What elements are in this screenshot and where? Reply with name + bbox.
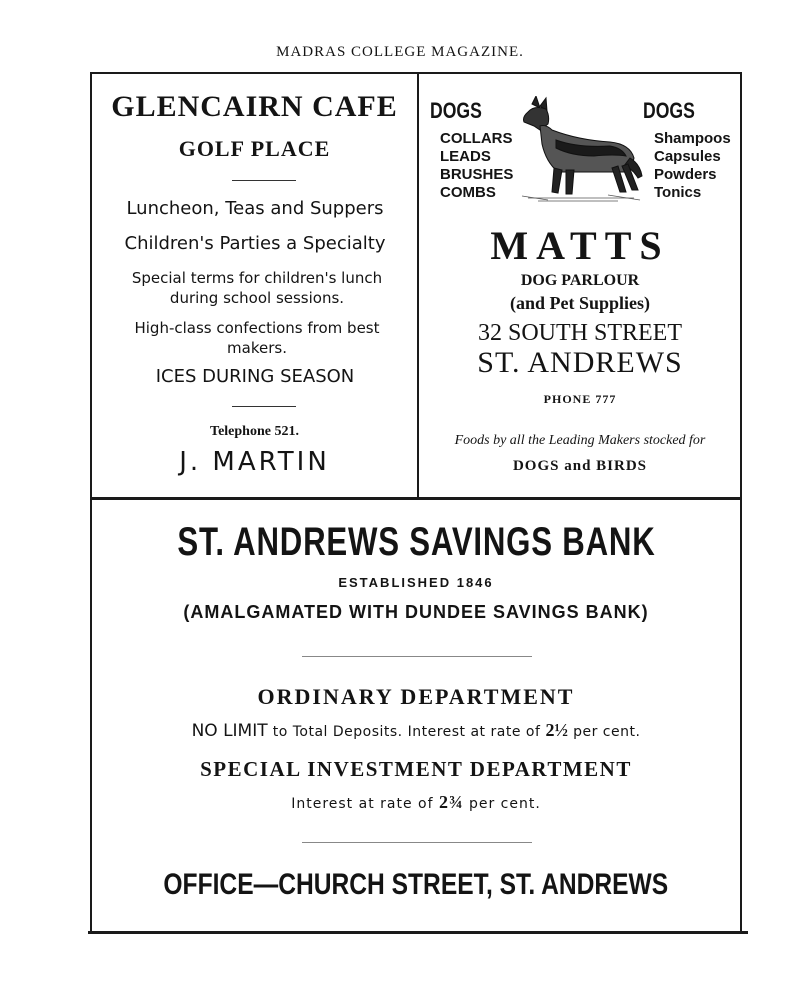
deposits-text: to Total Deposits. Interest at rate of [272,724,541,740]
matts-phone: PHONE 777 [543,392,617,406]
dog-accessory-item: BRUSHES [440,166,514,183]
dog-care-list [654,130,731,202]
special-per-cent-text: per cent. [468,796,541,812]
ordinary-department-heading: ORDINARY DEPARTMENT [257,684,575,709]
dog-care-item: Capsules [654,148,721,165]
cafe-rule-top [232,180,296,181]
bank-office-address [92,868,740,902]
dogs-heading-right: DOGS [643,98,695,123]
cafe-parties: Children's Parties a Specialty [124,233,386,254]
matts-town: ST. ANDREWS [477,346,683,379]
alsatian-dog-illustration [518,96,644,206]
dog-parlour-title: DOG PARLOUR [520,272,640,289]
dog-care-item: Shampoos [654,130,731,147]
ordinary-interest-rate: 2½ [545,720,568,740]
cafe-proprietor: J. MARTIN [179,447,330,477]
dog-care-item: Powders [654,166,717,183]
bank-established: ESTABLISHED 1846 [338,575,494,590]
magazine-header: MADRAS COLLEGE MAGAZINE. [276,44,524,60]
cafe-ices: ICES DURING SEASON [155,366,355,387]
column-divider [417,72,419,498]
dogs-heading-left: DOGS [430,98,482,123]
cafe-confections: High-class confections from best makers. [134,319,380,358]
matts-name: MATTS [490,223,670,268]
dog-accessories-list [440,130,513,202]
special-interest-rate: 2¾ [438,792,464,812]
foods-line: Foods by all the Leading Makers stocked for [454,433,706,448]
special-interest-text: Interest at rate of [291,796,434,812]
bank-name-text: ST. ANDREWS SAVINGS BANK [176,520,656,564]
cafe-name: GLENCAIRN CAFE [111,90,398,123]
pet-supplies-subtitle: (and Pet Supplies) [509,293,651,313]
ordinary-department-terms [92,720,740,741]
matts-address: 32 SOUTH STREET [478,320,682,346]
bank-name [92,520,740,565]
frame-bottom-rule [88,931,748,934]
per-cent-text: per cent. [573,724,641,740]
section-divider [90,497,742,500]
bank-office-text: OFFICE—CHURCH STREET, ST. ANDREWS [163,868,669,901]
cafe-school-terms: Special terms for children's lunch during school sessions. [131,269,383,308]
special-investment-terms [92,792,740,813]
no-limit-text: NO LIMIT [191,721,268,741]
bank-rule-bottom [302,842,532,843]
special-investment-heading: SPECIAL INVESTMENT DEPARTMENT [200,757,632,781]
dogs-and-birds: DOGS and BIRDS [512,458,648,474]
cafe-telephone: Telephone 521. [210,424,299,439]
bank-amalgamated: (AMALGAMATED WITH DUNDEE SAVINGS BANK) [183,602,649,622]
cafe-meals: Luncheon, Teas and Suppers [126,198,384,219]
dog-accessory-item: LEADS [440,148,491,165]
dog-care-item: Tonics [654,184,702,201]
dog-accessory-item: COLLARS [440,130,513,147]
bank-rule-top [302,656,532,657]
cafe-street: GOLF PLACE [178,136,331,161]
dog-accessory-item: COMBS [440,184,496,201]
cafe-rule-bottom [232,406,296,407]
